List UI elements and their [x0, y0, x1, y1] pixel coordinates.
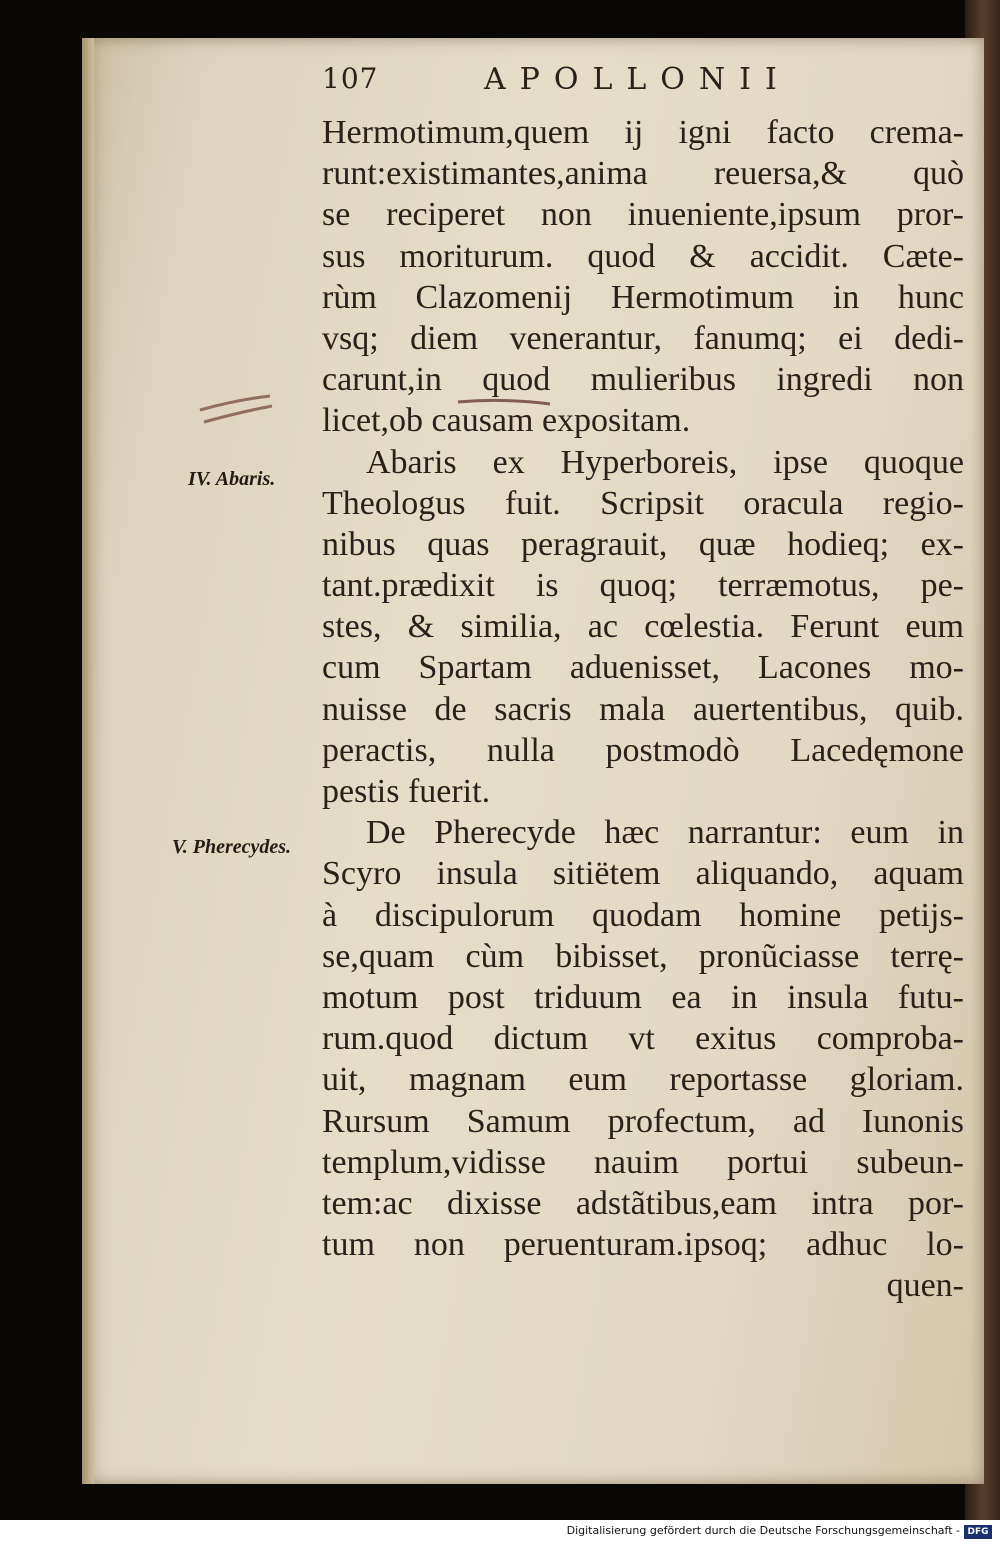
text-line: rum.quod dictum vt exitus comproba- — [322, 1020, 964, 1058]
text-line: nibus quas peragrauit, quæ hodieq; ex- — [322, 525, 964, 563]
text-line: peractis, nulla postmodò Lacedęmone — [322, 731, 964, 769]
footer-bar — [0, 1520, 1000, 1545]
text-line: Rursum Samum profectum, ad Iunonis — [322, 1102, 964, 1140]
text-line: vsq; diem venerantur, fanumq; ei dedi- — [322, 319, 964, 357]
text-line: à discipulorum quodam homine petijs- — [322, 896, 964, 934]
text-line: motum post triduum ea in insula futu- — [322, 978, 964, 1016]
text-line: runt:existimantes,anima reuersa,& quò — [322, 155, 964, 193]
text-line: nuisse de sacris mala auertentibus, quib. — [322, 690, 964, 728]
running-title: APOLLONII — [484, 62, 791, 97]
text-line: tem:ac dixisse adstãtibus,eam intra por- — [322, 1184, 964, 1222]
text-line: Hermotimum,quem ij igni facto crema- — [322, 114, 964, 151]
text-line: licet,ob causam expositam. — [322, 402, 691, 440]
text-line: Theologus fuit. Scripsit oracula regio- — [322, 484, 964, 522]
text-line: carunt,in quod mulieribus ingredi non — [322, 361, 964, 399]
text-line: stes, & similia, ac cœlestia. Ferunt eum — [322, 608, 964, 646]
text-line: se reciperet non inueniente,ipsum pror- — [322, 196, 964, 234]
text-line: se,quam cùm bibisset, pronũciasse terrę- — [322, 937, 964, 975]
text-line: Abaris ex Hyperboreis, ipse quoque — [366, 443, 964, 481]
text-line: tum non peruenturam.ipsoq; adhuc lo- — [322, 1226, 964, 1264]
page-gutter — [82, 38, 94, 1484]
body-text — [322, 112, 964, 1306]
dfg-logo: DFG — [964, 1525, 992, 1539]
text-line: pestis fuerit. — [322, 773, 491, 810]
catchword: quen- — [886, 1267, 964, 1305]
text-line: Scyro insula sitiëtem aliquando, aquam — [322, 855, 964, 893]
marginal-note-pherecydes: V. Pherecydes. — [172, 836, 292, 858]
text-line: tant.prædixit is quoq; terræmotus, pe- — [322, 567, 964, 605]
text-line: rùm Clazomenij Hermotimum in hunc — [322, 278, 964, 316]
text-line: uit, magnam eum reportasse gloriam. — [322, 1061, 964, 1099]
footer-credit: Digitalisierung gefördert durch die Deutsche Forschungsgemeinschaft - — [566, 1524, 960, 1537]
text-line: sus moriturum. quod & accidit. Cæte- — [322, 237, 964, 275]
marginal-note-abaris: IV. Abaris. — [188, 468, 276, 490]
text-line: De Pherecyde hæc narrantur: eum in — [366, 814, 964, 852]
running-head — [322, 62, 882, 102]
text-line: templum,vidisse nauim portui subeun- — [322, 1143, 964, 1181]
marginal-ink-stroke — [196, 392, 276, 432]
page-number: 107 — [322, 62, 379, 95]
text-line: cum Spartam aduenisset, Lacones mo- — [322, 649, 964, 687]
